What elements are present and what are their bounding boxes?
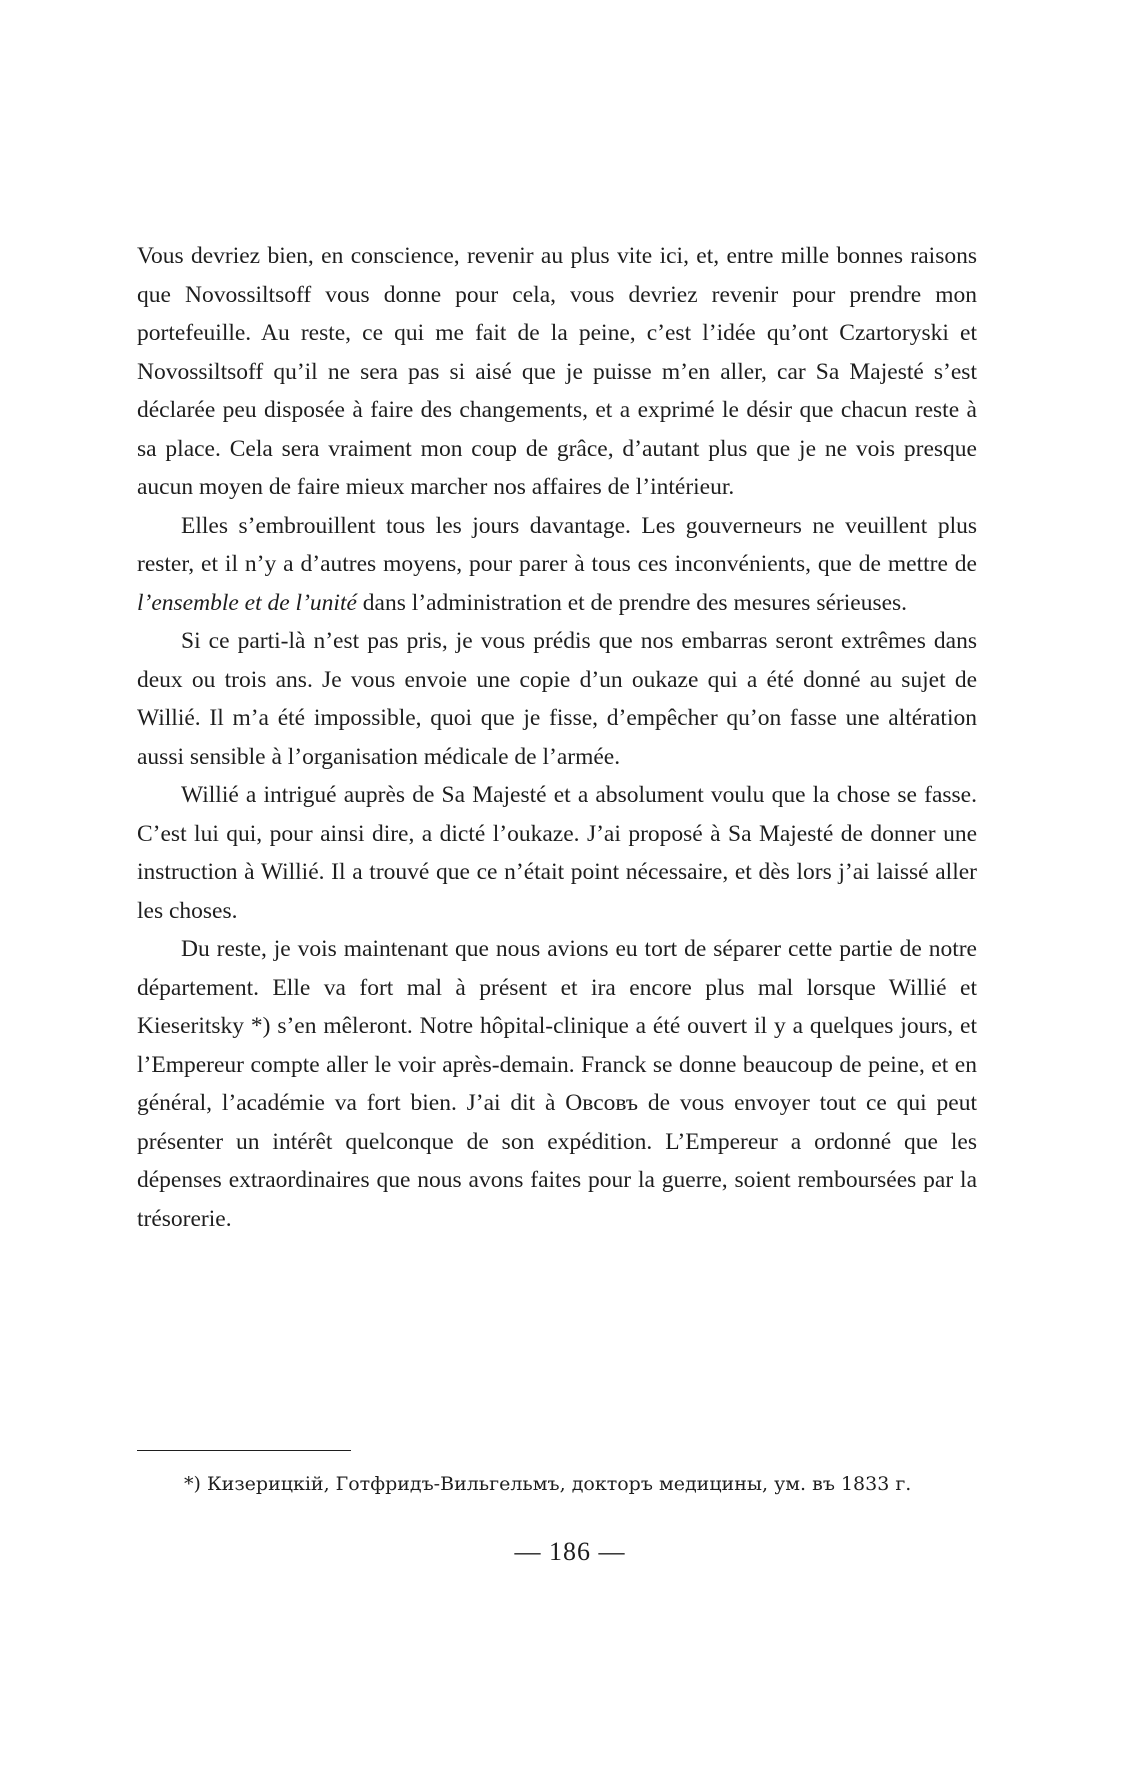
paragraph-5-text: Du reste, je vois maintenant que nous avions eu tort de séparer cette partie de notre département. Elle va fort mal à présent et ira encore plus mal lorsque Willié et Kieseritsky *) s’en mêleront. Notre hôpital-clinique a été ouvert il y a quelques jours, et l’Empereur compte aller le voir après-demain. Franck se donne beaucoup de peine, et en général, l’académie va fort bien. J’ai dit à Овсовъ de vous envoyer tout ce qui peut présenter un intérêt quelconque de son expédition. L’Empereur a ordonné que les dépenses extraordinaires que nous avons faites pour la guerre, soient remboursées par la trésorerie.: [137, 936, 977, 1232]
paragraph-2-italic-phrase: l’ensemble et de l’unité: [137, 589, 357, 616]
paragraph-2-text-b: dans l’administration et de prendre des mesures sérieuses.: [356, 589, 908, 616]
footnote-divider: [137, 1450, 351, 1451]
paragraph-3: [137, 622, 977, 776]
main-text: [137, 237, 977, 1238]
paragraph-4-text: Willié a intrigué auprès de Sa Majesté et a absolument voulu que la chose se fasse. C’est lui qui, pour ainsi dire, a dicté l’oukaze. J’ai proposé à Sa Majesté de donner une instruction à Willié. Il a trouvé que ce n’était point nécessaire, et dès lors j’ai laissé aller les choses.: [137, 782, 977, 924]
paragraph-5: [137, 930, 977, 1238]
paragraph-1: [137, 237, 977, 507]
paragraph-3-text: Si ce parti-là n’est pas pris, je vous prédis que nos embarras seront extrêmes dans deux ou trois ans. Je vous envoie une copie d’un oukaze qui a été donné au sujet de Willié. Il m’a été impossible, quoi que je fisse, d’empêcher qu’on fasse une altération aussi sensible à l’organisation médicale de l’armée.: [137, 628, 977, 770]
paragraph-2: [137, 507, 977, 623]
page-number: — 186 —: [514, 1537, 626, 1566]
paragraph-2-text-a: Elles s’embrouillent tous les jours davantage. Les gouverneurs ne veuillent plus rester, et il n’y a d’autres moyens, pour parer à tous ces inconvénients, que de mettre de: [137, 512, 977, 577]
paragraph-1-text: Vous devriez bien, en conscience, revenir au plus vite ici, et, entre mille bonnes raisons que Novossiltsoff vous donne pour cela, vous devriez revenir pour prendre mon portefeuille. Au reste, ce qui me fait de la peine, c’est l’idée qu’ont Czartoryski et Novossiltsoff qu’il ne sera pas si aisé que je puisse m’en aller, car Sa Majesté s’est déclarée peu disposée à faire des changements, et a exprimé le désir que chacun reste à sa place. Cela sera vraiment mon coup de grâce, d’autant plus que je ne vois presque aucun moyen de faire mieux marcher nos affaires de l’intérieur.: [137, 243, 977, 500]
footnote: *) Кизерицкій, Готфридъ-Вильгельмъ, докторъ медицины, ум. въ 1833 г.: [184, 1473, 912, 1495]
paragraph-4: [137, 776, 977, 930]
